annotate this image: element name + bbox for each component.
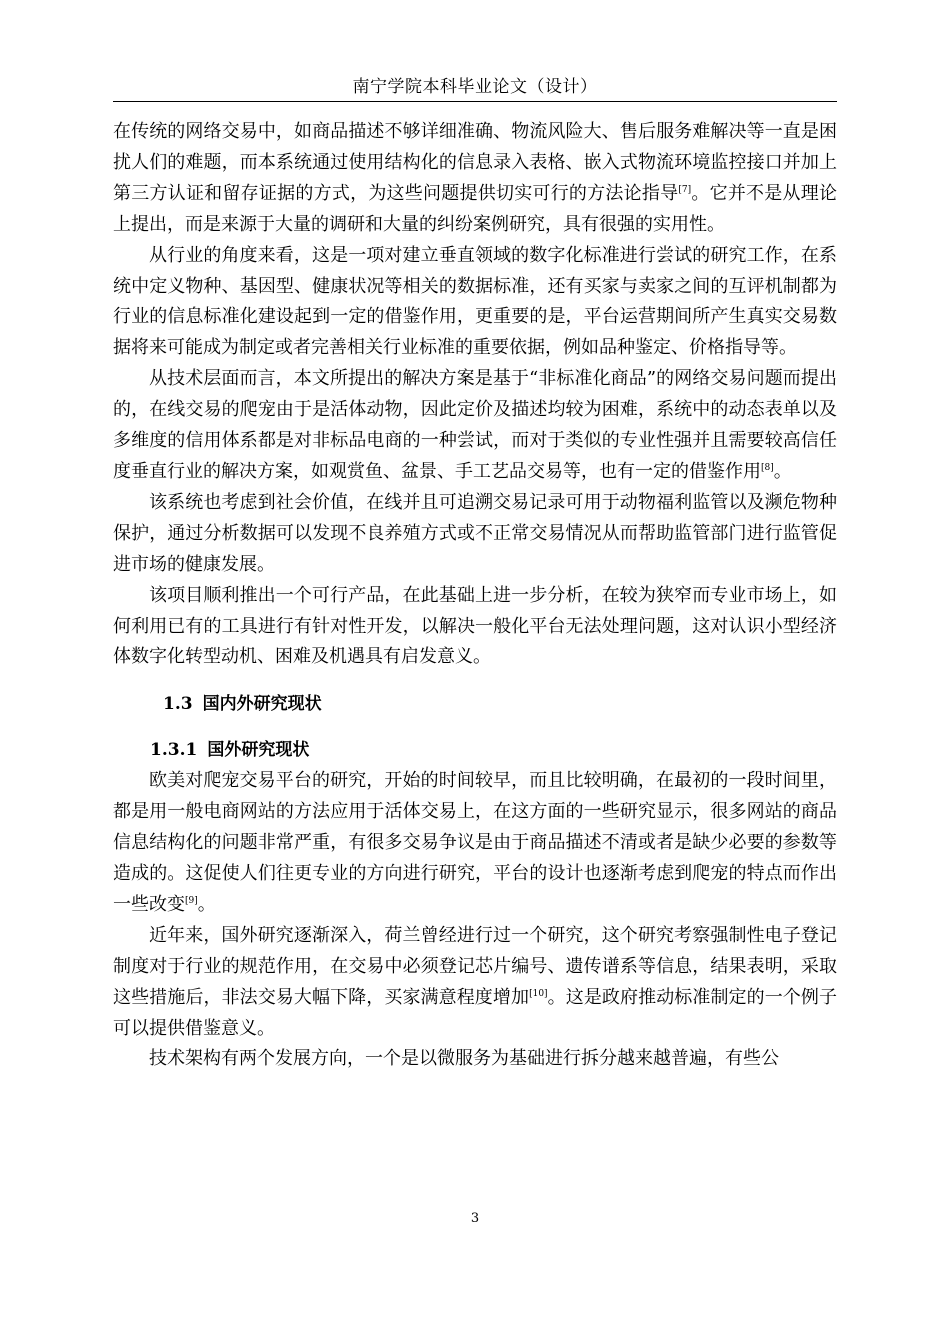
citation: [8] bbox=[761, 462, 774, 473]
paragraph bbox=[113, 241, 837, 365]
paragraph bbox=[113, 117, 837, 241]
citation: [7] bbox=[678, 184, 692, 195]
paragraph-text: 近年来，国外研究逐渐深入，荷兰曾经进行过一个研究，这个研究考察强制性电子登记制度对于行业的规范作用，在交易中必须登记芯片编号、遗传谱系等信息，结果表明，采取这些措施后，非法交易大幅下降，买家满意程度增加 bbox=[113, 924, 837, 1008]
section-heading bbox=[113, 673, 837, 735]
paragraph-text: 从技术层面而言，本文所提出的解决方案是基于“非标准化商品”的网络交易问题而提出的，在线交易的爬宠由于是活体动物，因此定价及描述均较为困难，系统中的动态表单以及多维度的信用体系都是对非标品电商的一种尝试，而对于类似的专业性强并且需要较高信任度垂直行业的解决方案，如观赏鱼、盆景、手工艺品交易等，也有一定的借鉴作用 bbox=[113, 368, 837, 482]
paragraph-text: 该项目顺利推出一个可行产品，在此基础上进一步分析，在较为狭窄而专业市场上，如何利用已有的工具进行有针对性开发，以解决一般化平台无法处理问题，这对认识小型经济体数字化转型动机、困难及机遇具有启发意义。 bbox=[113, 584, 837, 668]
paragraph bbox=[113, 921, 837, 1045]
section-number: 1.3 bbox=[163, 694, 193, 715]
section-title: 国内外研究现状 bbox=[202, 694, 322, 715]
running-header: 南宁学院本科毕业论文（设计） bbox=[352, 77, 598, 97]
paragraph-text: 从行业的角度来看，这是一项对建立垂直领域的数字化标准进行尝试的研究工作，在系统中定义物种、基因型、健康状况等相关的数据标准，还有买家与卖家之间的互评机制都为行业的信息标准化建设起到一定的借鉴作用，更重要的是，平台运营期间所产生真实交易数据将来可能成为制定或者完善相关行业标准的重要依据，例如品种鉴定、价格指导等。 bbox=[113, 244, 837, 359]
paragraph bbox=[113, 488, 837, 581]
paragraph-text: 在传统的网络交易中，如商品描述不够详细准确、物流风险大、售后服务难解决等一直是困扰人们的难题，而本系统通过使用结构化的信息录入表格、嵌入式物流环境监控接口并加上第三方认证和留存证据的方式，为这些问题提供切实可行的方法论指导 bbox=[113, 121, 837, 204]
page-number: 3 bbox=[470, 1211, 480, 1226]
paragraph bbox=[113, 766, 837, 921]
subsection-title: 国外研究现状 bbox=[207, 740, 310, 761]
paragraph-text: 该系统也考虑到社会价值，在线并且可追溯交易记录可用于动物福利监管以及濒危物种保护，通过分析数据可以发现不良养殖方式或不正常交易情况从而帮助监管部门进行监管促进市场的健康发展。 bbox=[113, 491, 837, 575]
paragraph-text: 。这是政府推动标准制定的一个例子可以提供借鉴意义。 bbox=[113, 986, 838, 1039]
citation: [10] bbox=[529, 988, 548, 999]
paragraph-text: 。它并不是从理论上提出，而是来源于大量的调研和大量的纠纷案例研究，具有很强的实用性。 bbox=[113, 182, 838, 235]
paragraph-text: 。 bbox=[773, 460, 792, 482]
paragraph bbox=[113, 364, 837, 488]
paragraph-text: 技术架构有两个发展方向，一个是以微服务为基础进行拆分越来越普遍，有些公 bbox=[149, 1048, 779, 1070]
paragraph-text: 。 bbox=[197, 893, 216, 915]
subsection-heading bbox=[113, 735, 837, 766]
paragraph-text: 欧美对爬宠交易平台的研究，开始的时间较早，而且比较明确，在最初的一段时间里，都是用一般电商网站的方法应用于活体交易上，在这方面的一些研究显示，很多网站的商品信息结构化的问题非常严重，有很多交易争议是由于商品描述不清或者是缺少必要的参数等造成的。这促使人们往更专业的方向进行研究，平台的设计也逐渐考虑到爬宠的特点而作出一些改变 bbox=[113, 770, 837, 915]
body-text bbox=[113, 117, 837, 1075]
header-rule bbox=[113, 101, 837, 102]
paragraph bbox=[113, 1044, 837, 1075]
paragraph bbox=[113, 581, 837, 674]
citation: [9] bbox=[185, 895, 198, 906]
subsection-number: 1.3.1 bbox=[150, 740, 198, 761]
